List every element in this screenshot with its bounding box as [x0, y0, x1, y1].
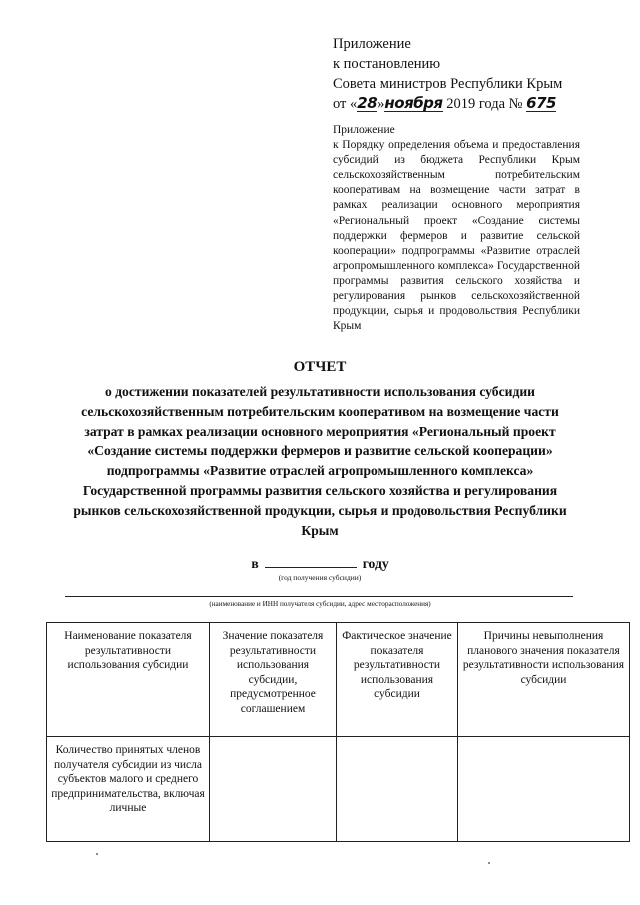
appendix-title: Приложение: [333, 124, 395, 136]
header-failure-reasons: Причины невыполнения планового значения показателя результативности использования субсидии: [458, 623, 630, 737]
report-year-line: [0, 555, 640, 572]
date-year: 2019 года №: [446, 96, 523, 112]
cell-planned-value[interactable]: [210, 737, 337, 842]
report-title: ОТЧЕТ: [293, 359, 347, 375]
resolution-header: [333, 34, 613, 114]
date-prefix: от «: [333, 96, 358, 112]
recipient-blank-line[interactable]: [65, 596, 573, 597]
header-line-resolution: к постановлению: [333, 56, 441, 72]
header-line-appendix: Приложение: [333, 36, 411, 52]
document-number-handwritten: 675: [526, 94, 556, 112]
year-prefix: в: [251, 556, 259, 571]
cell-indicator-name: Количество принятых членов получателя субсидии из числа субъектов малого и среднего предпринимательства, включая личные: [47, 737, 210, 842]
header-planned-value: Значение показателя результативности использования субсидии, предусмотренное соглашением: [210, 623, 337, 737]
recipient-hint: (наименование и ИНН получателя субсидии, адрес месторасположения): [209, 600, 431, 608]
table-row: [47, 737, 630, 842]
year-hint: (год получения субсидии): [278, 573, 362, 582]
appendix-block: [333, 123, 580, 334]
year-suffix: году: [362, 556, 389, 571]
scan-speck: [96, 853, 98, 855]
cell-failure-reasons[interactable]: [458, 737, 630, 842]
table-header-row: [47, 623, 630, 737]
report-subtitle: о достижении показателей результативности использования субсидии сельскохозяйственным потребительским кооперативом на возмещение части затрат в рамках реализации основного мероприятия «Региональный проект «Создание системы поддержки фермеров и развитие сельской кооперации» подпрограммы «Развитие отраслей агропромышленного комплекса» Государственной программы развития сельского хозяйства и регулирования рынков сельскохозяйственной продукции, сырья и продовольствия Республики Крым: [73, 384, 567, 538]
scan-speck: [488, 862, 490, 864]
header-date-line: [333, 94, 613, 114]
header-indicator-name: Наименование показателя результативности использования субсидии: [47, 623, 210, 737]
date-separator: »: [377, 96, 385, 112]
indicators-table: [46, 622, 630, 842]
header-line-council: Совета министров Республики Крым: [333, 76, 563, 92]
year-blank-field[interactable]: [265, 555, 357, 568]
date-month-handwritten: ноября: [384, 94, 443, 112]
date-day-handwritten: 28: [357, 94, 378, 112]
header-actual-value: Фактическое значение показателя результативности использования субсидии: [337, 623, 458, 737]
cell-actual-value[interactable]: [337, 737, 458, 842]
appendix-text: к Порядку определения объема и предоставления субсидий из бюджета Республики Крым сельскохозяйственным потребительским кооперативам на возмещение части затрат в рамках реализации основного мероприятия «Региональный проект «Создание системы поддержки фермеров и развитие сельской кооперации» подпрограммы «Развитие отраслей агропромышленного комплекса» Государственной программы развития сельского хозяйства и регулирования рынков сельскохозяйственной продукции, сырья и продовольствия Республики Крым: [333, 139, 580, 333]
